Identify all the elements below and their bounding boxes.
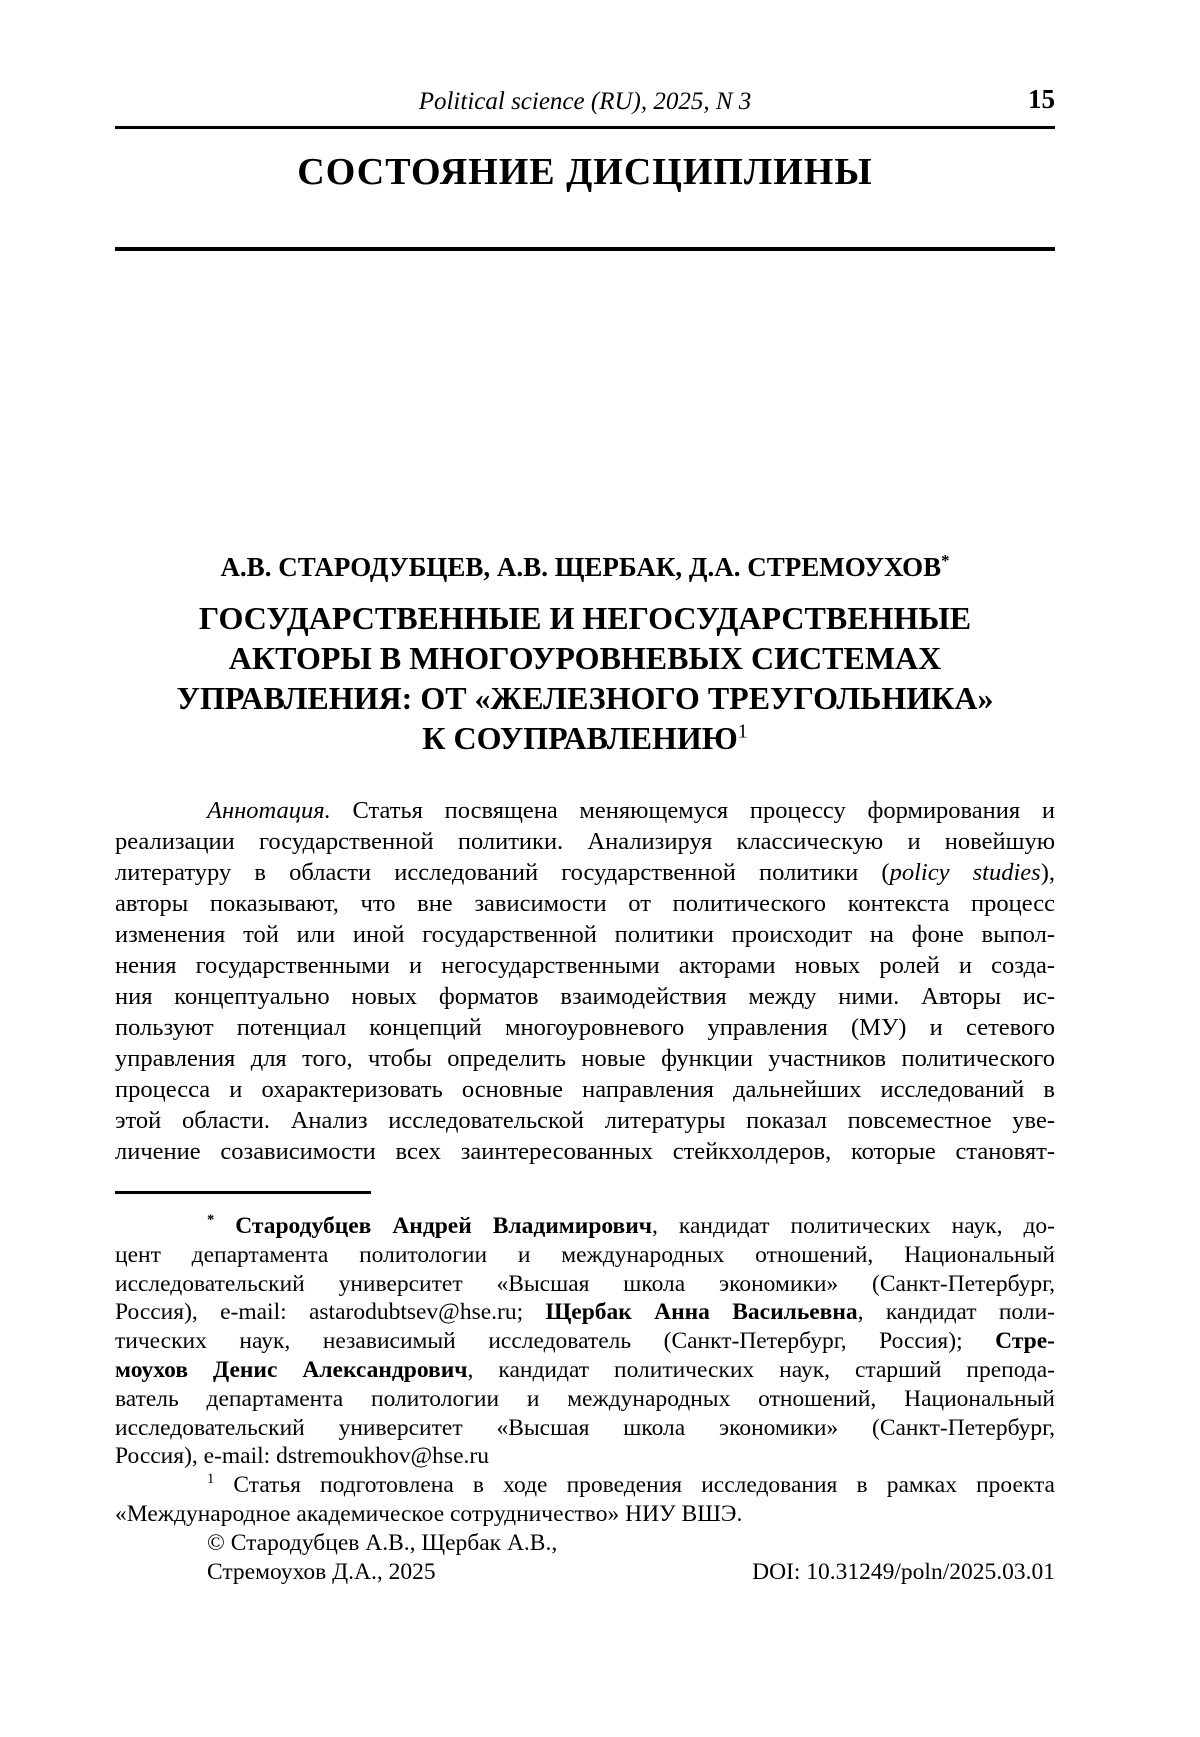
article-title bbox=[115, 598, 1055, 758]
text-line bbox=[115, 1356, 1055, 1385]
text-segment: ), bbox=[1040, 859, 1055, 886]
text-segment: * bbox=[941, 551, 950, 570]
section-rule bbox=[115, 247, 1055, 251]
text-segment: Россия), e-mail: astarodubtsev@hse.ru; bbox=[115, 1299, 546, 1326]
text-segment: пользуют потенциал концепций многоуровневого управления (МУ) и сетевого bbox=[115, 1014, 1055, 1041]
text-line bbox=[115, 1043, 1055, 1074]
text-line bbox=[115, 1136, 1055, 1167]
journal-reference: Political science (RU), 2025, N 3 bbox=[418, 88, 752, 115]
text-segment: , кандидат политических наук, старший препода- bbox=[467, 1356, 1056, 1383]
text-line bbox=[115, 1500, 1055, 1529]
text-segment: Россия), e-mail: dstremoukhov@hse.ru bbox=[115, 1443, 489, 1470]
page-number: 15 bbox=[1028, 84, 1055, 114]
text-segment: исследовательский университет «Высшая школа экономики» (Санкт-Петербург, bbox=[115, 1270, 1055, 1297]
text-segment: «Международное академическое сотрудничество» НИУ ВШЭ. bbox=[115, 1500, 743, 1527]
copyright-row bbox=[115, 1558, 1055, 1587]
text-segment: ния концептуально новых форматов взаимодействия между ними. Авторы ис- bbox=[115, 983, 1055, 1010]
text-line bbox=[115, 888, 1055, 919]
text-line bbox=[115, 1471, 1055, 1500]
text-segment: А.В. СТАРОДУБЦЕВ, А.В. ЩЕРБАК, Д.А. СТРЕМОУХОВ bbox=[220, 552, 942, 582]
text-line bbox=[115, 550, 1055, 584]
text-segment: нения государственными и негосударственными акторами новых ролей и созда- bbox=[115, 952, 1055, 979]
text-line bbox=[115, 919, 1055, 950]
authors-line bbox=[115, 550, 1055, 584]
text-line bbox=[115, 1212, 1055, 1241]
text-line bbox=[115, 826, 1055, 857]
text-segment: Щербак Анна Васильевна bbox=[545, 1299, 858, 1326]
text-line bbox=[115, 1105, 1055, 1136]
text-segment: моухов Денис Александрович bbox=[115, 1356, 468, 1383]
text-line bbox=[115, 1414, 1055, 1443]
text-line bbox=[115, 795, 1055, 826]
text-segment: цент департамента политологии и международных отношений, Национальный bbox=[115, 1241, 1055, 1268]
footnote-rule bbox=[115, 1191, 371, 1194]
text-line bbox=[115, 1327, 1055, 1356]
text-segment: ватель департамента политологии и международных отношений, Национальный bbox=[115, 1385, 1055, 1412]
text-segment: К СОУПРАВЛЕНИЮ bbox=[422, 720, 738, 756]
doi-text: DOI: 10.31249/poln/2025.03.01 bbox=[752, 1558, 1055, 1585]
text-segment: литературу в области исследований государственной политики ( bbox=[115, 859, 890, 886]
text-line bbox=[115, 857, 1055, 888]
text-segment: , кандидат политических наук, до- bbox=[652, 1213, 1055, 1239]
text-line bbox=[115, 981, 1055, 1012]
text-line bbox=[115, 1012, 1055, 1043]
text-line bbox=[115, 638, 1055, 678]
abstract bbox=[115, 795, 1055, 1167]
text-segment: тических наук, независимый исследователь (Санкт-Петербург, Россия); bbox=[115, 1328, 996, 1355]
copyright-line: © Стародубцев А.В., Щербак А.В., bbox=[207, 1529, 558, 1556]
text-segment: АКТОРЫ В МНОГОУРОВНЕВЫХ СИСТЕМАХ bbox=[228, 640, 942, 676]
text-segment: этой области. Анализ исследовательской литературы показал повсеместное уве- bbox=[115, 1107, 1055, 1134]
text-segment: авторы показывают, что вне зависимости от политического контекста процесс bbox=[115, 890, 1055, 917]
text-segment: policy studies bbox=[889, 859, 1041, 886]
text-segment: Статья посвящена меняющемуся процессу формирования и bbox=[330, 797, 1055, 824]
text-segment: , кандидат поли- bbox=[857, 1299, 1055, 1326]
text-line bbox=[115, 1270, 1055, 1299]
text-segment: изменения той или иной государственной политики происходит на фоне выпол- bbox=[115, 921, 1055, 948]
author-footnote bbox=[115, 1212, 1055, 1471]
text-line bbox=[115, 1241, 1055, 1270]
text-line bbox=[115, 678, 1055, 718]
text-segment: УПРАВЛЕНИЯ: ОТ «ЖЕЛЕЗНОГО ТРЕУГОЛЬНИКА» bbox=[176, 680, 994, 716]
section-heading: СОСТОЯНИЕ ДИСЦИПЛИНЫ bbox=[297, 151, 873, 193]
text-line bbox=[115, 1385, 1055, 1414]
running-header bbox=[115, 84, 1055, 126]
text-line bbox=[115, 598, 1055, 638]
text-segment: исследовательский университет «Высшая школа экономики» (Санкт-Петербург, bbox=[115, 1414, 1055, 1441]
header-rule bbox=[115, 126, 1055, 129]
text-line bbox=[115, 1298, 1055, 1327]
text-segment: реализации государственной политики. Анализируя классическую и новейшую bbox=[115, 828, 1055, 855]
text-segment bbox=[214, 1213, 235, 1239]
project-footnote bbox=[115, 1471, 1055, 1529]
text-segment: ГОСУДАРСТВЕННЫЕ И НЕГОСУДАРСТВЕННЫЕ bbox=[198, 600, 972, 636]
text-segment: Статья подготовлена в ходе проведения исследования в рамках проекта bbox=[214, 1472, 1055, 1499]
text-line bbox=[115, 718, 1055, 758]
text-segment: личение созависимости всех заинтересованных стейкхолдеров, которые становят- bbox=[115, 1138, 1055, 1165]
text-segment: управления для того, чтобы определить новые функции участников политического bbox=[115, 1045, 1055, 1072]
text-segment: процесса и охарактеризовать основные направления дальнейших исследований в bbox=[115, 1076, 1055, 1103]
copyright-year-text: Стремоухов Д.А., 2025 bbox=[207, 1558, 436, 1585]
text-segment: Стародубцев Андрей Владимирович bbox=[235, 1213, 653, 1239]
text-line bbox=[115, 1442, 1055, 1471]
text-segment: 1 bbox=[737, 720, 748, 743]
text-segment: Стре- bbox=[995, 1328, 1055, 1355]
text-segment: * bbox=[207, 1212, 215, 1229]
text-segment: Аннотация. bbox=[207, 797, 331, 824]
text-line bbox=[115, 950, 1055, 981]
text-line bbox=[115, 1074, 1055, 1105]
footnotes bbox=[115, 1212, 1055, 1586]
text-segment: 1 bbox=[207, 1471, 215, 1488]
